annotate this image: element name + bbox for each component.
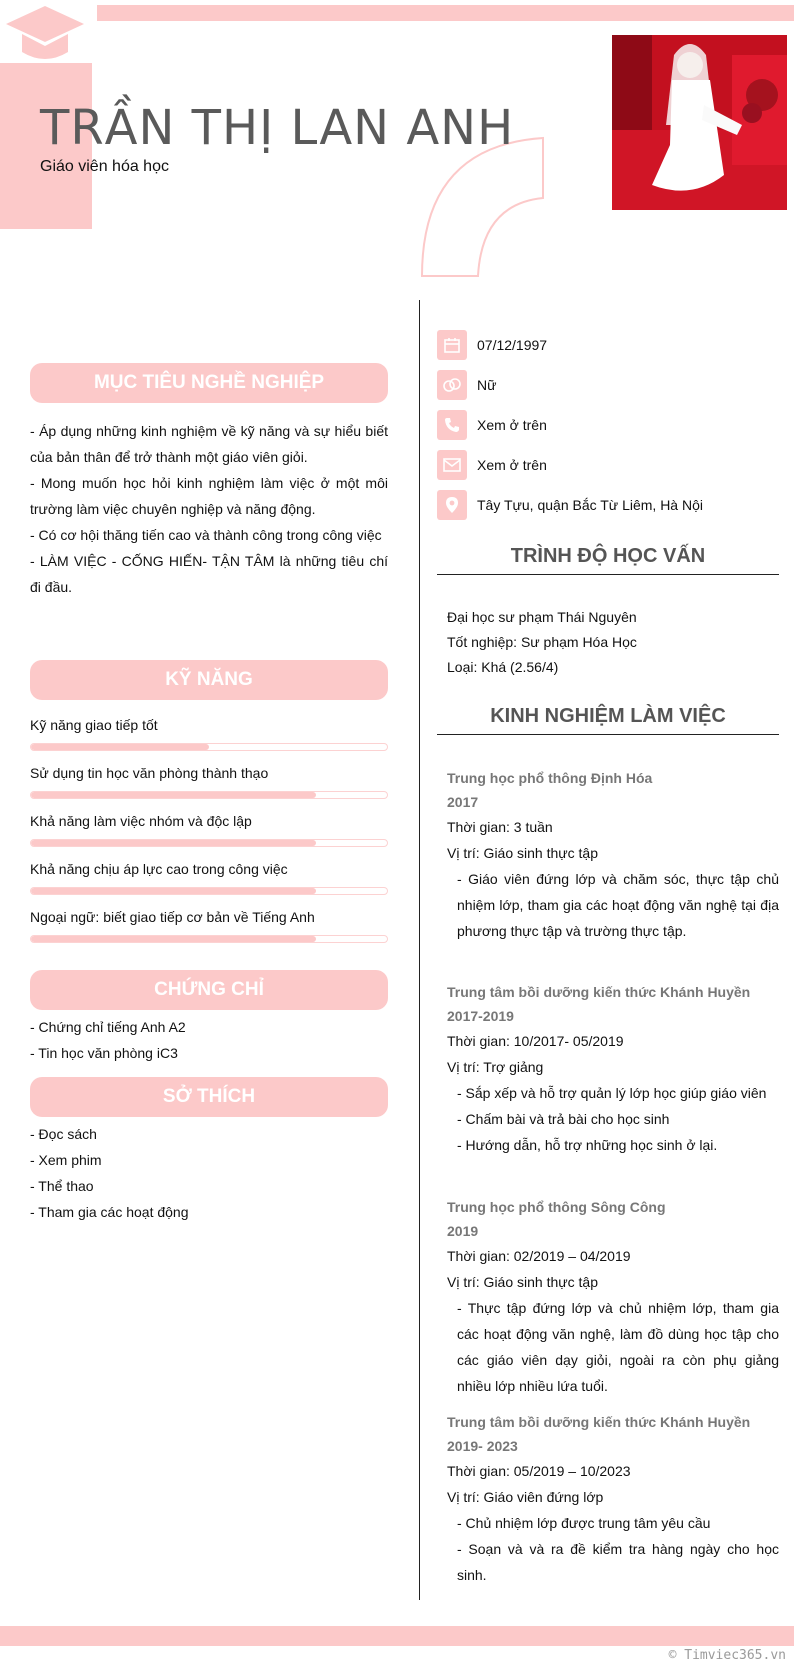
contact-address bbox=[437, 490, 703, 520]
hobbies-section bbox=[30, 1077, 388, 1225]
experience-period: 2019 bbox=[447, 1223, 479, 1239]
objective-text: - Áp dụng những kinh nghiệm về kỹ năng và sự hiểu biết của bản thân để trở thành một giáo viên giỏi. - Mong muốn học hỏi kinh nghiệm làm việc ở một môi trường làm việc chuyên nghiệp và năng động. - Có cơ hội thăng tiến cao và thành công trong công việc - LÀM VIỆC - CỐNG HIẾN- TẬN TÂM là những tiêu chí đi đầu. bbox=[30, 423, 388, 595]
skill-bar-fill bbox=[31, 744, 209, 750]
email-icon bbox=[437, 450, 467, 480]
hobby-item: - Tham gia các hoạt động bbox=[30, 1204, 189, 1220]
portrait-photo bbox=[612, 35, 787, 210]
contact-text: 07/12/1997 bbox=[477, 337, 548, 353]
skill-item bbox=[30, 811, 388, 859]
education-line: Đại học sư phạm Thái Nguyên bbox=[447, 609, 637, 625]
experience-company: Trung tâm bồi dưỡng kiến thức Khánh Huyền bbox=[447, 1414, 751, 1430]
contact-birthdate bbox=[437, 330, 547, 360]
experience-position: Vị trí: Giáo sinh thực tập bbox=[447, 845, 598, 861]
experience-desc: - Chấm bài và trả bài cho học sinh bbox=[457, 1111, 670, 1127]
education-line: Tốt nghiệp: Sư phạm Hóa Học bbox=[447, 634, 637, 650]
calendar-icon bbox=[437, 330, 467, 360]
skill-label: Khả năng chịu áp lực cao trong công việc bbox=[30, 861, 288, 877]
experience-time: Thời gian: 3 tuần bbox=[447, 819, 553, 835]
experience-time: Thời gian: 02/2019 – 04/2019 bbox=[447, 1248, 631, 1264]
skill-bar-fill bbox=[31, 936, 316, 942]
experience-desc: - Chủ nhiệm lớp được trung tâm yêu cầu bbox=[457, 1515, 711, 1531]
skills-header: KỸ NĂNG bbox=[30, 660, 388, 700]
skill-item bbox=[30, 907, 388, 955]
skill-label: Kỹ năng giao tiếp tốt bbox=[30, 717, 158, 733]
experience-desc: - Giáo viên đứng lớp và chăm sóc, thực tập chủ nhiệm lớp, tham gia các hoạt động văn nghệ tại địa phương thực tập và trường thực tập. bbox=[457, 871, 779, 939]
experience-position: Vị trí: Giáo viên đứng lớp bbox=[447, 1489, 604, 1505]
experience-company: Trung học phổ thông Sông Công bbox=[447, 1199, 666, 1215]
skill-item bbox=[30, 715, 388, 763]
skill-bar bbox=[30, 839, 388, 847]
certificate-item: - Chứng chỉ tiếng Anh A2 bbox=[30, 1019, 186, 1035]
experience-desc: - Soạn và và ra đề kiểm tra hàng ngày cho học sinh. bbox=[457, 1541, 779, 1583]
location-pin-icon bbox=[437, 490, 467, 520]
education-header: TRÌNH ĐỘ HỌC VẤN bbox=[437, 545, 779, 575]
experience-time: Thời gian: 10/2017- 05/2019 bbox=[447, 1033, 624, 1049]
skill-bar bbox=[30, 935, 388, 943]
contact-phone bbox=[437, 410, 547, 440]
experience-period: 2019- 2023 bbox=[447, 1438, 518, 1454]
gender-icon bbox=[437, 370, 467, 400]
contact-text: Tây Tựu, quận Bắc Từ Liêm, Hà Nội bbox=[477, 497, 703, 513]
experience-item bbox=[437, 1410, 779, 1588]
contact-text: Xem ở trên bbox=[477, 417, 547, 433]
skills-list bbox=[30, 715, 388, 955]
objective-header: MỤC TIÊU NGHỀ NGHIỆP bbox=[30, 363, 388, 403]
watermark: © Timviec365.vn bbox=[668, 1648, 786, 1663]
experience-period: 2017-2019 bbox=[447, 1008, 514, 1024]
hobbies-header: SỞ THÍCH bbox=[30, 1077, 388, 1117]
experience-company: Trung tâm bồi dưỡng kiến thức Khánh Huyền bbox=[447, 984, 751, 1000]
skill-bar bbox=[30, 887, 388, 895]
experience-desc: - Hướng dẫn, hỗ trợ những học sinh ở lại. bbox=[457, 1137, 718, 1153]
contact-text: Xem ở trên bbox=[477, 457, 547, 473]
experience-time: Thời gian: 05/2019 – 10/2023 bbox=[447, 1463, 631, 1479]
graduation-cap-icon bbox=[4, 4, 86, 62]
skill-bar bbox=[30, 791, 388, 799]
experience-period: 2017 bbox=[447, 794, 479, 810]
education-section bbox=[437, 605, 779, 680]
experience-item bbox=[437, 1195, 779, 1399]
phone-icon bbox=[437, 410, 467, 440]
experience-company: Trung học phổ thông Định Hóa bbox=[447, 770, 653, 786]
skills-section bbox=[30, 660, 388, 955]
column-divider bbox=[419, 300, 420, 1600]
education-line: Loại: Khá (2.56/4) bbox=[447, 659, 559, 675]
contact-text: Nữ bbox=[477, 377, 497, 393]
skill-item bbox=[30, 859, 388, 907]
skill-item bbox=[30, 763, 388, 811]
skill-bar-fill bbox=[31, 888, 316, 894]
skill-label: Ngoại ngữ: biết giao tiếp cơ bản về Tiếng Anh bbox=[30, 909, 315, 925]
job-title: Giáo viên hóa học bbox=[40, 158, 169, 175]
experience-item bbox=[437, 980, 779, 1158]
bottom-accent-bar bbox=[0, 1626, 794, 1646]
top-accent-bar bbox=[97, 5, 794, 21]
skill-bar-fill bbox=[31, 840, 316, 846]
candidate-name: TRẦN THỊ LAN ANH bbox=[40, 100, 515, 156]
skill-label: Khả năng làm việc nhóm và độc lập bbox=[30, 813, 252, 829]
hobby-item: - Xem phim bbox=[30, 1152, 102, 1168]
experience-header: KINH NGHIỆM LÀM VIỆC bbox=[437, 705, 779, 735]
skill-label: Sử dụng tin học văn phòng thành thạo bbox=[30, 765, 269, 781]
hobby-item: - Thể thao bbox=[30, 1178, 94, 1194]
objective-section bbox=[30, 363, 388, 600]
hobby-item: - Đọc sách bbox=[30, 1126, 97, 1142]
experience-desc: - Sắp xếp và hỗ trợ quản lý lớp học giúp giáo viên bbox=[457, 1085, 767, 1101]
experience-item bbox=[437, 766, 779, 944]
experience-desc: - Thực tập đứng lớp và chủ nhiệm lớp, tham gia các hoạt động văn nghệ, làm đồ dùng học tập cho các giáo viên dạy giỏi, ngoài ra còn phụ giảng nhiều lớp nhiều lứa tuổi. bbox=[457, 1300, 779, 1394]
skill-bar-fill bbox=[31, 792, 316, 798]
contact-gender bbox=[437, 370, 496, 400]
experience-position: Vị trí: Giáo sinh thực tập bbox=[447, 1274, 598, 1290]
contact-email bbox=[437, 450, 547, 480]
certificates-section bbox=[30, 970, 388, 1066]
certificate-item: - Tin học văn phòng iC3 bbox=[30, 1045, 178, 1061]
skill-bar bbox=[30, 743, 388, 751]
experience-position: Vị trí: Trợ giảng bbox=[447, 1059, 544, 1075]
certificates-header: CHỨNG CHỈ bbox=[30, 970, 388, 1010]
